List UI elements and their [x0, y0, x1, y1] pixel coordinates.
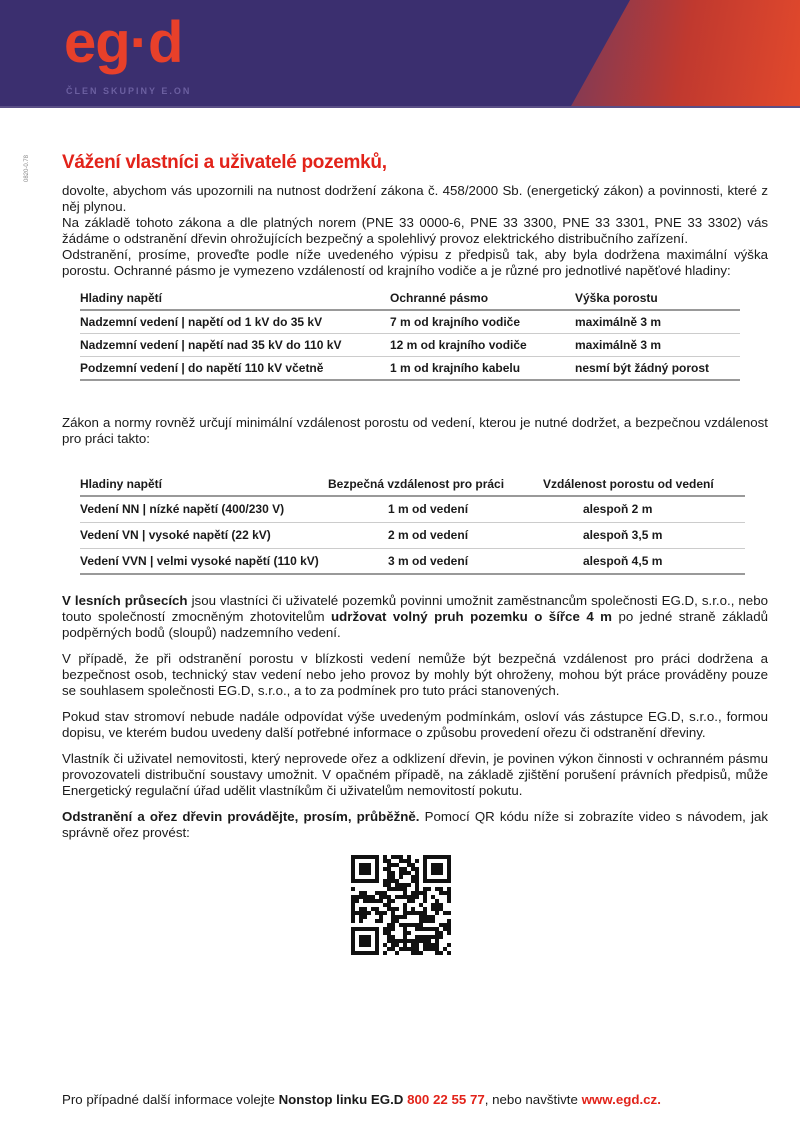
table-row	[80, 548, 745, 574]
bold-text: V lesních průsecích	[62, 593, 188, 608]
egd-logo: eg·d	[64, 10, 183, 75]
table-cell: maximálně 3 m	[575, 334, 740, 357]
logo-subtitle: ČLEN SKUPINY E.ON	[66, 86, 192, 96]
table-cell: 7 m od krajního vodiče	[390, 310, 575, 334]
letter-title: Vážení vlastníci a uživatelé pozemků,	[62, 152, 387, 173]
letter-body	[62, 152, 768, 955]
table-row	[80, 310, 740, 334]
text: , nebo navštivte	[484, 1092, 582, 1107]
table-row	[80, 357, 740, 381]
intro-paragraph: Odstranění, prosíme, proveďte podle níže uvedeného výpisu z předpisů tak, aby byla dodržena maximální výška porostu. Ochranné pásmo je vymezeno vzdáleností od krajního vodiče a je různé pro jednotlivé napěťové hladiny:	[62, 247, 768, 278]
table-row	[80, 522, 745, 548]
table-header-row	[80, 287, 740, 310]
table-cell: Podzemní vedení | do napětí 110 kV včetně	[80, 357, 390, 381]
table-cell: Nadzemní vedení | napětí od 1 kV do 35 kV	[80, 310, 390, 334]
table-cell: Vedení NN | nízké napětí (400/230 V)	[80, 496, 328, 522]
table-row	[80, 334, 740, 357]
table-cell: Vedení VVN | velmi vysoké napětí (110 kV)	[80, 548, 328, 574]
intro-paragraph: Na základě tohoto zákona a dle platných norem (PNE 33 0000-6, PNE 33 3300, PNE 33 3301, PNE 33 3302) vás žádáme o odstranění dřevin ohrožujících bezpečný a spolehlivý provoz elektrického distribučního zařízení.	[62, 215, 768, 246]
safety-paragraph: V případě, že při odstranění porostu v blízkosti vedení nemůže být bezpečná vzdálenost pro práci dodržena a bezpečnost osob, technický stav vedení nebo jeho provoz by mohly být ohroženy, mohou být práce prováděny pouze se souhlasem společnosti EG.D, s.r.o., a to za podmínek pro tuto práci stanovených.	[62, 651, 768, 698]
document-code: 0820-0.78	[24, 154, 30, 182]
phone-number[interactable]: 800 22 55 77	[407, 1092, 485, 1107]
table-row	[80, 496, 745, 522]
text: Pomocí QR kódu níže si zobrazíte video s návodem, jak správně ořez provést:	[62, 809, 768, 840]
table-cell: nesmí být žádný porost	[575, 357, 740, 381]
intro-paragraph: dovolte, abychom vás upozornili na nutnost dodržení zákona č. 458/2000 Sb. (energetický zákon) a povinnosti, které z něj plynou.	[62, 183, 768, 214]
table-cell: maximálně 3 m	[575, 310, 740, 334]
website-link[interactable]: www.egd.cz.	[581, 1092, 661, 1107]
column-header: Vzdálenost porostu od vedení	[543, 473, 745, 496]
header-gradient	[570, 0, 800, 108]
table-cell: 3 m od vedení	[328, 548, 543, 574]
bold-text: udržovat volný pruh pozemku o šířce 4 m	[331, 609, 613, 624]
penalty-paragraph: Vlastník či uživatel nemovitosti, který neprovede ořez a odklizení dřevin, je povinen výkon činnosti v ochranném pásmu provozovateli distribuční soustavy umožnit. V opačném případě, na základě zjištění porušení právních předpisů, může Energetický regulační úřad udělit vlastníkům či uživatelům nemovitostí pokutu.	[62, 751, 768, 798]
table-cell: alespoň 3,5 m	[543, 522, 745, 548]
text: jsou vlastníci či uživatelé pozemků povinni umožnit zaměstnancům společnosti EG.D, s.r.o., nebo touto společností zmocněným zhotovitelům	[62, 593, 768, 624]
column-header: Hladiny napětí	[80, 473, 328, 496]
column-header: Bezpečná vzdálenost pro práci	[328, 473, 543, 496]
table-cell: 2 m od vedení	[328, 522, 543, 548]
column-header: Ochranné pásmo	[390, 287, 575, 310]
column-header: Výška porostu	[575, 287, 740, 310]
qr-instructions-paragraph	[62, 809, 768, 841]
table-cell: 1 m od krajního kabelu	[390, 357, 575, 381]
text: Pro případné další informace volejte	[62, 1092, 279, 1107]
table-cell: Nadzemní vedení | napětí nad 35 kV do 110 kV	[80, 334, 390, 357]
norms-paragraph: Zákon a normy rovněž určují minimální vzdálenost porostu od vedení, kterou je nutné dodržet, a bezpečnou vzdálenost pro práci takto:	[62, 415, 768, 446]
footer-contact	[62, 1092, 661, 1107]
table-header-row	[80, 473, 745, 496]
table-cell: alespoň 2 m	[543, 496, 745, 522]
bold-text: Odstranění a ořez dřevin provádějte, prosím, průběžně.	[62, 809, 420, 824]
notice-paragraph: Pokud stav stromoví nebude nadále odpovídat výše uvedeným podmínkám, osloví vás zástupce EG.D, s.r.o., formou dopisu, ve kterém budou uvedeny další potřebné informace o způsobu provedení ořezu či odstranění dřeviny.	[62, 709, 768, 740]
bold-text: Nonstop linku EG.D	[278, 1092, 408, 1107]
safe-distance-table	[80, 473, 745, 575]
forest-clearing-paragraph	[62, 593, 768, 641]
table-cell: 1 m od vedení	[328, 496, 543, 522]
header-banner	[0, 0, 800, 108]
column-header: Hladiny napětí	[80, 287, 390, 310]
text: po jedné straně základů podpěrných bodů (sloupů) nadzemního vedení.	[62, 609, 768, 640]
qr-code[interactable]	[351, 855, 451, 955]
protection-zone-table	[80, 287, 740, 381]
table-cell: alespoň 4,5 m	[543, 548, 745, 574]
table-cell: 12 m od krajního vodiče	[390, 334, 575, 357]
table-cell: Vedení VN | vysoké napětí (22 kV)	[80, 522, 328, 548]
